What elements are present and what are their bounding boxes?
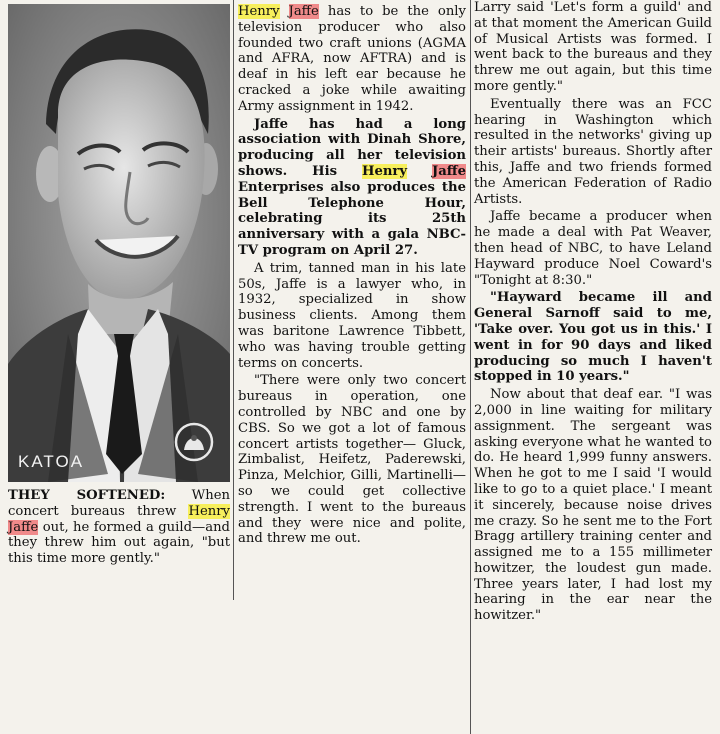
paragraph-text: Jaffe has had a long association with Dinah Shore, producing all her television shows. His bbox=[238, 116, 466, 179]
highlight-name-last: Jaffe bbox=[288, 4, 319, 19]
article-column-2 bbox=[238, 4, 466, 549]
column-divider-2 bbox=[470, 0, 471, 734]
paragraph-text: has to be the only television producer who also founded two craft unions (AGMA and AFRA, now AFTRA) and is deaf in his left ear because he cracked a joke while awaiting Army assignment in 1942. bbox=[238, 4, 466, 114]
caption-name-last: Jaffe bbox=[8, 519, 39, 535]
photo-caption bbox=[8, 488, 230, 567]
highlight-name-first: Henry bbox=[238, 4, 280, 19]
article-paragraph: A trim, tanned man in his late 50s, Jaffe is a lawyer who, in 1932, specialized in show business clients. Among them was baritone Lawrence Tibbett, who was having trouble getting terms on concerts. bbox=[238, 260, 466, 371]
article-paragraph: "There were only two concert bureaus in operation, one controlled by NBC and one by CBS. So we got a lot of famous concert artists together— Gluck, Zimbalist, Heifetz, Paderewski, Pinza, Melchior, Gilli, Martinelli—so we could get collective strength. I went to the bureaus and they were nice and polite, and threw me out. bbox=[238, 373, 466, 547]
caption-name-first: Henry bbox=[188, 503, 230, 519]
photo-credit: KATOA bbox=[18, 452, 85, 471]
article-paragraph: Eventually there was an FCC hearing in Washington which resulted in the networks' giving up their artists' bureaus. Shortly after this, Jaffe and two friends formed the American Federation of Radio Artists. bbox=[474, 96, 712, 207]
caption-lead: THEY SOFTENED: bbox=[8, 488, 166, 503]
article-column-3 bbox=[474, 0, 712, 626]
article-paragraph-bold: "Hayward became ill and General Sarnoff said to me, 'Take over. You got us in this.' I went in for 90 days and liked producing so much I haven't stopped in 10 years." bbox=[474, 290, 712, 385]
paragraph-text: Enterprises also produces the Bell Telephone Hour, celebrating its 25th anniversary with a gala NBC-TV program on April 27. bbox=[238, 179, 466, 258]
highlight-name-last: Jaffe bbox=[432, 163, 466, 179]
article-paragraph: Jaffe became a producer when he made a deal with Pat Weaver, then head of NBC, to have Leland Hayward produce Noel Coward's "Tonight at 8:30." bbox=[474, 209, 712, 288]
article-paragraph-bold bbox=[238, 117, 466, 259]
highlight-name-first: Henry bbox=[361, 163, 408, 179]
portrait-photo bbox=[8, 4, 230, 482]
portrait-illustration bbox=[8, 4, 230, 482]
article-paragraph: Larry said 'Let's form a guild' and at that moment the American Guild of Musical Artists was formed. I went back to the bureaus and they threw me out again, but this time more gently." bbox=[474, 0, 712, 94]
caption-text-1: When concert bureaus threw bbox=[8, 488, 230, 519]
article-paragraph bbox=[238, 4, 466, 115]
article-paragraph: Now about that deaf ear. "I was 2,000 in line waiting for military assignment. The sergeant was asking everyone what he wanted to do. He heard 1,999 funny answers. When he got to me I said 'I would like to go to a quiet place.' I meant it sincerely, because noise drives me crazy. So he sent me to the Fort Bragg artillery training center and assigned me to a 155 millimeter howitzer, the loudest gun made. Three years later, I had lost my hearing in the ear near the howitzer." bbox=[474, 387, 712, 624]
caption-text-2: out, he formed a guild—and they threw him out again, "but this time more gently." bbox=[8, 519, 230, 567]
column-divider-1 bbox=[233, 0, 234, 600]
